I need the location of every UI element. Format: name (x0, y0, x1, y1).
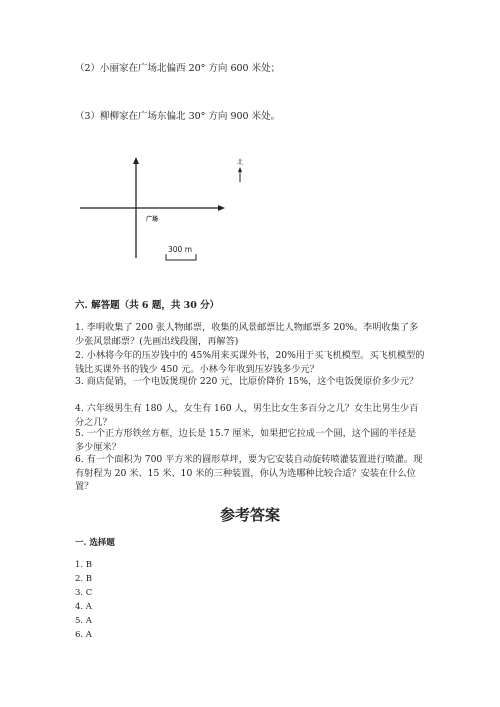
north-label: 北 (237, 159, 244, 166)
answers-section-1-title: 一. 选择题 (75, 538, 115, 548)
problem-3: 3. 商店促销，一个电饭煲现价 220 元，比原价降价 15%，这个电饭煲原价多少元？ (75, 376, 419, 387)
square-label: 广场 (146, 216, 159, 223)
question-3-location: （3）柳柳家在广场东偏北 30° 方向 900 米处。 (75, 111, 281, 122)
section-6-title: 六. 解答题（共 6 题，共 30 分） (75, 300, 220, 311)
answer-item: 1. B (75, 560, 93, 570)
question-2-location: （2）小丽家在广场北偏西 20° 方向 600 米处； (75, 63, 281, 74)
answers-title: 参考答案 (219, 506, 280, 524)
problem-6: 6. 有一个面积为 700 平方米的圆形草坪，要为它安装自动旋转喷灌装置进行喷灌。现有射程为 20 米、15 米、10 米的三种装置，你认为选哪种比较合适？安装在什么位置？ (75, 454, 423, 492)
answer-item: 5. A (75, 616, 92, 626)
answer-item: 3. C (75, 588, 93, 598)
answer-item: 2. B (75, 574, 93, 584)
answer-item: 6. A (75, 630, 92, 640)
scale-label: 300 m (168, 245, 193, 254)
location-map (70, 150, 260, 275)
problem-1: 1. 李明收集了 200 张人物邮票，收集的风景邮票比人物邮票多 20%。李明收集了多少张风景邮票？(先画出线段图，再解答) (75, 322, 419, 347)
problem-2: 2. 小林将今年的压岁钱中的 45%用来买课外书，20%用于买飞机模型。买飞机模型的钱比买课外书的钱少 450 元。小林今年收到压岁钱多少元？ (75, 350, 425, 375)
scale-bar (166, 254, 196, 260)
axis-horizontal (80, 205, 225, 211)
problem-4: 4. 六年级男生有 180 人，女生有 160 人，男生比女生多百分之几？女生比男生少百分之几？ (75, 403, 419, 428)
north-arrow-icon (238, 167, 242, 182)
problem-5: 5. 一个正方形铁丝方框，边长是 15.7 厘米，如果把它拉成一个圆，这个圆的半径是多少厘米？ (75, 428, 417, 453)
answer-item: 4. A (75, 602, 92, 612)
